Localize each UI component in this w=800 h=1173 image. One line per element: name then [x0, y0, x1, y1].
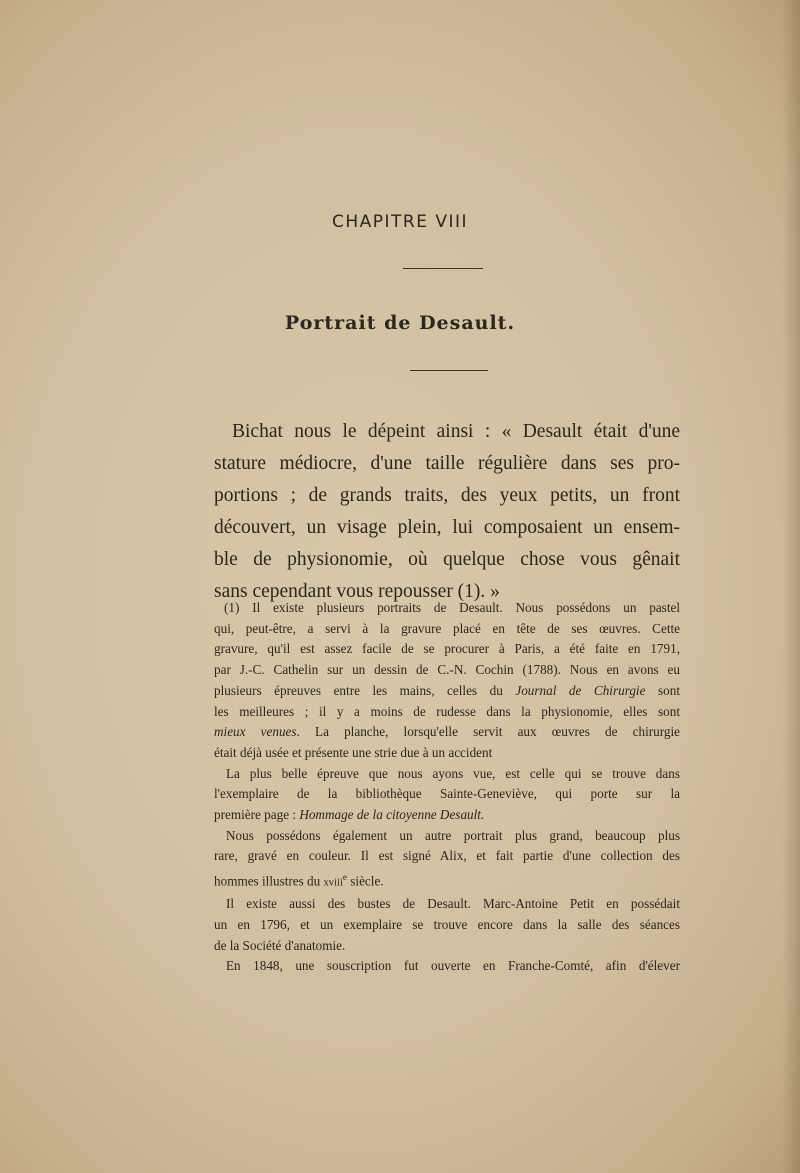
footnote-line: par J.-C. Cathelin sur un dessin de C.-N. Cochin (1788). Nous en avons eu — [214, 662, 680, 678]
page-edge-shadow — [782, 0, 800, 1173]
footnote — [214, 598, 680, 977]
dedication-inscription: Hommage de la citoyenne Desault. — [299, 807, 485, 823]
italic-phrase: mieux venues — [214, 724, 297, 740]
footnote-line: l'exemplaire de la bibliothèque Sainte-Geneviève, qui porte sur la — [214, 786, 680, 802]
footnote-line — [214, 867, 680, 894]
footnote-line: (1) Il existe plusieurs portraits de Desault. Nous possédons un pastel — [224, 600, 680, 615]
footnote-text: première page : — [214, 807, 300, 823]
footnote-line: La plus belle épreuve que nous ayons vue, est celle qui se trouve dans — [226, 765, 680, 781]
body-paragraph — [214, 416, 680, 608]
footnote-line: qui, peut-être, a servi à la gravure placé en tête de ses œuvres. Cette — [214, 620, 680, 636]
footnote-text: hommes illustres du — [214, 873, 324, 889]
footnote-line: de la Société d'anatomie. — [214, 937, 346, 953]
section-title: Portrait de Desault. — [284, 312, 516, 334]
footnote-line: était déjà usée et présente une strie due à un accident — [214, 744, 493, 760]
divider-rule — [410, 370, 488, 371]
century-superscript: e — [342, 872, 347, 883]
footnote-text: plusieurs épreuves entre les mains, celles du — [214, 682, 516, 698]
paragraph-line: stature médiocre, d'une taille régulière dans ses pro- — [214, 453, 680, 474]
paragraph-line: sans cependant vous repousser (1). » — [214, 581, 500, 602]
footnote-line: les meilleures ; il y a moins de rudesse dans la physionomie, elles sont — [214, 703, 680, 719]
century-numeral: xviii — [323, 877, 343, 889]
paragraph-line: découvert, un visage plein, lui composaient un ensem- — [214, 517, 680, 538]
journal-title: Journal de Chirurgie — [515, 682, 646, 698]
chapter-heading: CHAPITRE VIII — [331, 212, 469, 232]
footnote-line: Il existe aussi des bustes de Desault. Marc-Antoine Petit en possédait — [226, 896, 680, 912]
footnote-text: siècle. — [346, 873, 384, 889]
footnote-line: En 1848, une souscription fut ouverte en Franche-Comté, afin d'élever — [226, 958, 680, 974]
footnote-line — [214, 722, 680, 743]
footnote-text: sont — [645, 682, 680, 698]
footnote-line: gravure, qu'il est assez facile de se procurer à Paris, a été faite en 1791, — [214, 641, 680, 657]
paragraph-line: portions ; de grands traits, des yeux petits, un front — [214, 485, 680, 506]
footnote-text: . La planche, lorsqu'elle servit aux œuvres de chirurgie — [296, 724, 681, 740]
footnote-line: Nous possédons également un autre portrait plus grand, beaucoup plus — [226, 827, 680, 843]
footnote-line — [214, 681, 680, 702]
paragraph-line: ble de physionomie, où quelque chose vous gênait — [214, 549, 680, 570]
footnote-line: rare, gravé en couleur. Il est signé Alix, et fait partie d'une collection des — [214, 848, 680, 864]
footnote-line: un en 1796, et un exemplaire se trouve encore dans la salle des séances — [214, 916, 680, 932]
paragraph-line: Bichat nous le dépeint ainsi : « Desault était d'une — [232, 421, 680, 442]
footnote-line — [214, 805, 680, 826]
divider-rule — [403, 268, 483, 269]
